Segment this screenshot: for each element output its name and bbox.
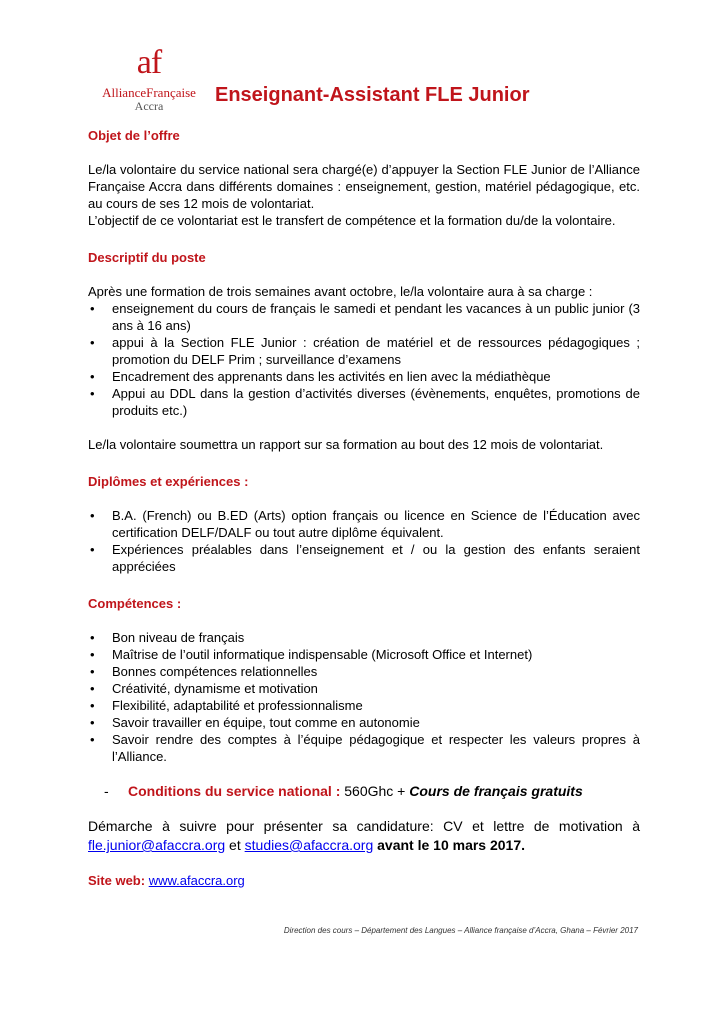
bullet-icon: • (90, 386, 95, 401)
list-item (88, 663, 640, 680)
site-label: Site web: (88, 873, 149, 888)
page-footer: Direction des cours – Département des Langues – Alliance française d’Accra, Ghana – Février 2017 (283, 926, 638, 935)
list-item (88, 697, 640, 714)
demarche-deadline: avant le 10 mars 2017. (373, 837, 526, 853)
site-web-line (88, 872, 640, 889)
poste-list (88, 300, 640, 419)
bullet-icon: • (90, 335, 95, 350)
heading-descriptif-poste: Descriptif du poste (88, 250, 206, 265)
list-item (88, 629, 640, 646)
poste-rapport: Le/la volontaire soumettra un rapport sur sa formation au bout des 12 mois de volontariat. (88, 437, 604, 452)
bullet-icon: • (90, 301, 95, 316)
site-web-link[interactable]: www.afaccra.org (148, 873, 245, 888)
diplomes-list (88, 507, 640, 575)
bullet-icon: • (90, 715, 95, 730)
list-item-text: Maîtrise de l’outil informatique indispensable (Microsoft Office et Internet) (112, 647, 533, 662)
list-item-text: Créativité, dynamisme et motivation (112, 681, 318, 696)
dash-marker: - (104, 783, 109, 799)
list-item (88, 385, 640, 419)
conditions-extra: Cours de français gratuits (409, 783, 583, 799)
email-link-studies[interactable]: studies@afaccra.org (244, 837, 374, 853)
demarche-text: Démarche à suivre pour présenter sa candidature: CV et lettre de motivation à (88, 818, 640, 834)
bullet-icon: • (90, 542, 95, 557)
logo-city: Accra (134, 99, 164, 113)
alliance-francaise-logo (94, 46, 204, 112)
list-item (88, 334, 640, 368)
bullet-icon: • (90, 508, 95, 523)
list-item (88, 368, 640, 385)
document-title: Enseignant-Assistant FLE Junior (215, 84, 530, 106)
logo-name: AllianceFrançaise (102, 85, 196, 100)
list-item-text: B.A. (French) ou B.ED (Arts) option français ou licence en Science de l’Éducation avec certification DELF/DALF ou tout autre diplôme équivalent. (112, 508, 640, 540)
poste-intro: Après une formation de trois semaines avant octobre, le/la volontaire aura à sa charge : (88, 284, 593, 299)
bullet-icon: • (90, 732, 95, 747)
conditions-line (88, 782, 640, 800)
list-item (88, 541, 640, 575)
heading-diplomes: Diplômes et expériences : (88, 474, 249, 489)
conditions-label: Conditions du service national : (128, 783, 341, 799)
email-link-fle-junior[interactable]: fle.junior@afaccra.org (88, 837, 226, 853)
list-item-text: Savoir travailler en équipe, tout comme en autonomie (112, 715, 420, 730)
heading-objet-offre: Objet de l’offre (88, 128, 180, 143)
bullet-icon: • (90, 664, 95, 679)
list-item-text: Expériences préalables dans l’enseignement et / ou la gestion des enfants seraient appréciées (112, 542, 640, 574)
list-item-text: Flexibilité, adaptabilité et professionnalisme (112, 698, 363, 713)
offre-objectif: L’objectif de ce volontariat est le transfert de compétence et la formation du/de la volontaire. (88, 213, 616, 228)
list-item-text: enseignement du cours de français le samedi et pendant les vacances à un public junior (3 ans à 16 ans) (112, 301, 640, 333)
heading-competences: Compétences : (88, 596, 182, 611)
list-item-text: Savoir rendre des comptes à l’équipe pédagogique et respecter les valeurs propres à l’Alliance. (112, 732, 640, 764)
offre-paragraph: Le/la volontaire du service national sera chargé(e) d’appuyer la Section FLE Junior de l’Alliance Française Accra dans différents domaines : enseignement, gestion, matériel pédagogique, etc. au cours de ses 12 mois de volontariat. (88, 162, 640, 211)
list-item-text: Bonnes compétences relationnelles (112, 664, 318, 679)
competences-list (88, 629, 640, 765)
list-item (88, 646, 640, 663)
list-item-text: Encadrement des apprenants dans les activités en lien avec la médiathèque (112, 369, 551, 384)
list-item-text: Appui au DDL dans la gestion d’activités diverses (évènements, enquêtes, promotions de produits etc.) (112, 386, 640, 418)
demarche-and: et (225, 837, 245, 853)
list-item (88, 507, 640, 541)
bullet-icon: • (90, 630, 95, 645)
list-item-text: Bon niveau de français (112, 630, 245, 645)
demarche-paragraph (88, 817, 640, 855)
bullet-icon: • (90, 369, 95, 384)
bullet-icon: • (90, 698, 95, 713)
bullet-icon: • (90, 681, 95, 696)
list-item (88, 300, 640, 334)
list-item (88, 731, 640, 765)
list-item-text: appui à la Section FLE Junior : création de matériel et de ressources pédagogiques ; promotion du DELF Prim ; surveillance d’examens (112, 335, 640, 367)
list-item (88, 680, 640, 697)
conditions-value: 560Ghc + (340, 783, 410, 799)
document-body (88, 127, 640, 889)
logo-mark: af (136, 44, 162, 81)
list-item (88, 714, 640, 731)
bullet-icon: • (90, 647, 95, 662)
